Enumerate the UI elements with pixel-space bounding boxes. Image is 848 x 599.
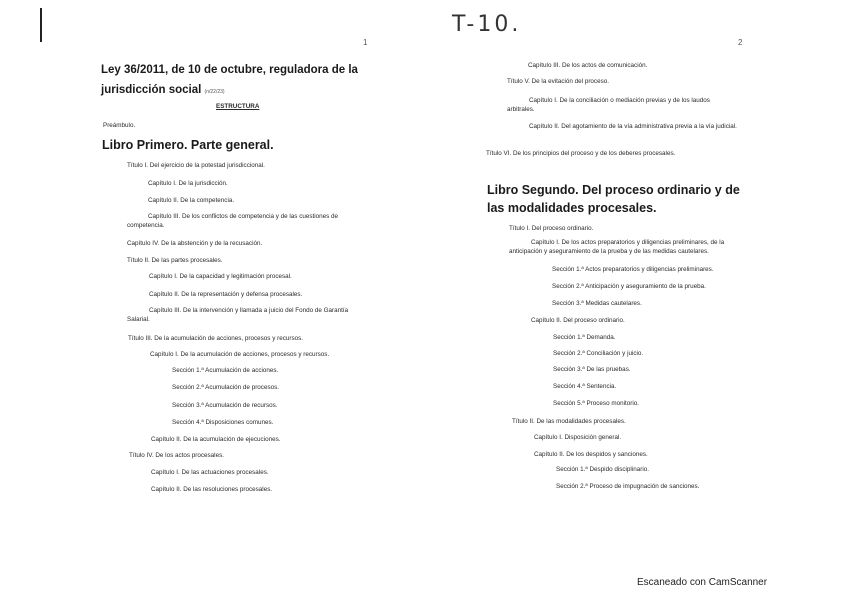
toc-item: Título III. De la acumulación de acciones, procesos y recursos. <box>128 335 303 342</box>
toc-item: Sección 2.ª Conciliación y juicio. <box>553 350 644 357</box>
toc-item: Sección 5.ª Proceso monitorio. <box>553 400 639 407</box>
document-title-note: (n/22/23) <box>204 89 225 95</box>
toc-item: Capítulo III. De la intervención y llamada a juicio del Fondo de Garantía Salarial. <box>127 307 349 323</box>
toc-item: Sección 1.ª Demanda. <box>553 334 616 341</box>
toc-item: Capítulo I. De los actos preparatorios y diligencias preliminares, de la anticipación y aseguramiento de la prueba y de las medidas cautelares. <box>509 239 725 255</box>
toc-item: Título II. De las partes procesales. <box>127 257 223 264</box>
toc-item: Capítulo II. Del proceso ordinario. <box>531 317 625 324</box>
document-title-text: Ley 36/2011, de 10 de octubre, reguladora de la jurisdicción social <box>101 64 358 96</box>
toc-item: Capítulo I. De la capacidad y legitimación procesal. <box>149 273 292 280</box>
toc-item: Sección 3.ª De las pruebas. <box>553 366 631 373</box>
structure-subtitle: ESTRUCTURA <box>216 103 260 110</box>
book-one-heading: Libro Primero. Parte general. <box>102 138 274 152</box>
toc-item: Capítulo III. De los conflictos de competencia y de las cuestiones de competencia. <box>127 213 339 229</box>
toc-item: Sección 2.ª Proceso de impugnación de sanciones. <box>556 483 700 490</box>
toc-item: Capítulo I. Disposición general. <box>534 434 622 441</box>
toc-item: Sección 3.ª Medidas cautelares. <box>552 300 642 307</box>
toc-item: Capítulo II. De la representación y defensa procesales. <box>149 291 303 298</box>
toc-item: Título IV. De los actos procesales. <box>129 452 224 459</box>
toc-item: Capítulo I. De las actuaciones procesales. <box>151 469 269 476</box>
toc-item: Sección 2.ª Acumulación de procesos. <box>172 384 279 391</box>
page-number-right: 2 <box>738 38 743 47</box>
toc-item: Sección 4.ª Disposiciones comunes. <box>172 419 274 426</box>
scan-edge-mark <box>40 8 42 42</box>
toc-item: Capítulo II. De la competencia. <box>148 197 235 204</box>
toc-item: Sección 1.ª Acumulación de acciones. <box>172 367 279 374</box>
toc-item: Título I. Del ejercicio de la potestad jurisdiccional. <box>127 162 265 169</box>
toc-item: Sección 1.ª Actos preparatorios y diligencias preliminares. <box>552 266 714 273</box>
toc-item: Capítulo II. De la acumulación de ejecuciones. <box>151 436 281 443</box>
toc-item: Capítulo II. Del agotamiento de la vía administrativa previa a la vía judicial. <box>529 123 737 130</box>
toc-item: Sección 2.ª Anticipación y aseguramiento de la prueba. <box>552 283 706 290</box>
toc-item: Capítulo I. De la jurisdicción. <box>148 180 228 187</box>
page-number-left: 1 <box>363 38 368 47</box>
handwritten-mark: T-10. <box>452 12 522 37</box>
toc-item: Sección 4.ª Sentencia. <box>553 383 617 390</box>
scanner-watermark: Escaneado con CamScanner <box>637 577 768 588</box>
toc-item: Sección 1.ª Despido disciplinario. <box>556 466 649 473</box>
document-title <box>101 60 371 102</box>
toc-item: Título V. De la evitación del proceso. <box>507 78 609 85</box>
toc-item: Capítulo III. De los actos de comunicación. <box>528 62 648 69</box>
toc-item: Título I. Del proceso ordinario. <box>509 225 594 232</box>
toc-item: Sección 3.ª Acumulación de recursos. <box>172 402 278 409</box>
toc-item: Capítulo I. De la acumulación de acciones, procesos y recursos. <box>150 351 330 358</box>
toc-item: Título VI. De los principios del proceso y de los deberes procesales. <box>486 150 676 157</box>
toc-item: Capítulo II. De los despidos y sanciones. <box>534 451 648 458</box>
toc-item: Capítulo IV. De la abstención y de la recusación. <box>127 240 263 247</box>
toc-item: Capítulo II. De las resoluciones procesales. <box>151 486 273 493</box>
toc-item: Capítulo I. De la conciliación o mediación previas y de los laudos arbitrales. <box>507 97 710 113</box>
book-two-heading: Libro Segundo. Del proceso ordinario y de las modalidades procesales. <box>487 183 740 215</box>
preamble: Preámbulo. <box>103 122 136 129</box>
toc-item: Título II. De las modalidades procesales. <box>512 418 626 425</box>
